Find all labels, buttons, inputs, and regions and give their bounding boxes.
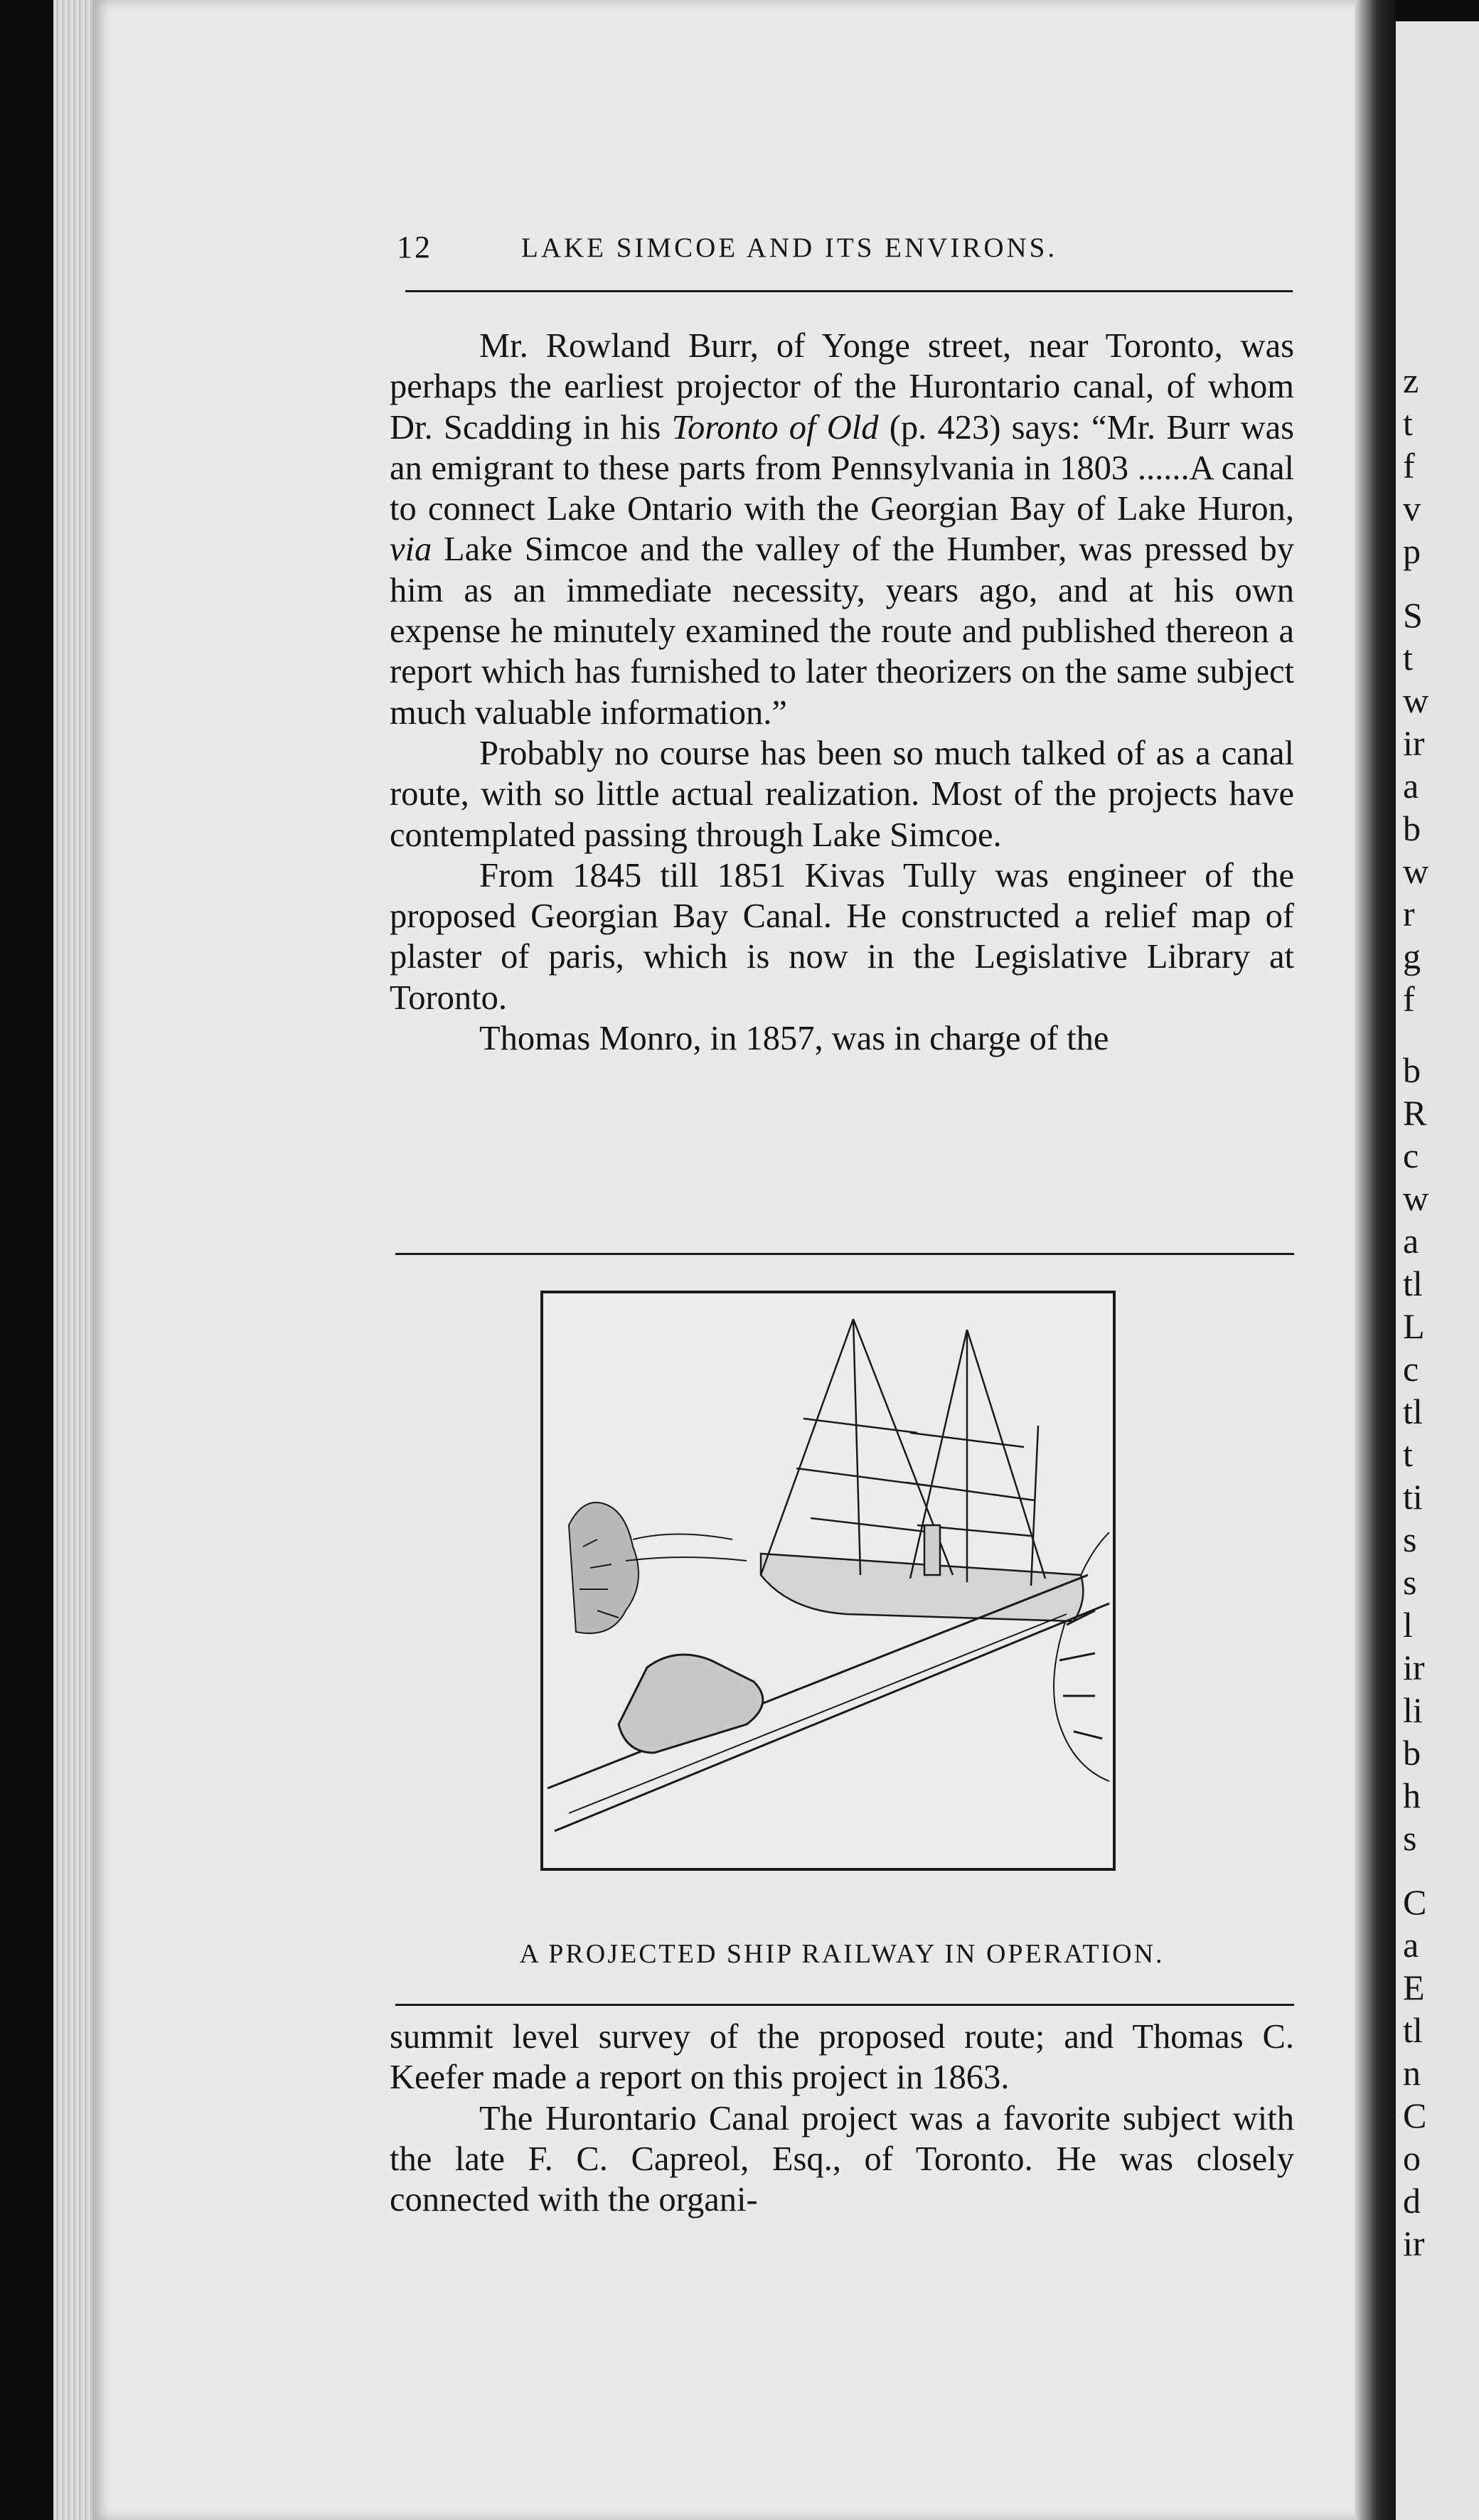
- facing-page-fragment: o: [1403, 2138, 1421, 2178]
- facing-page-fragment: c: [1403, 1349, 1419, 1389]
- facing-page-fragment: g: [1403, 936, 1421, 976]
- facing-page-fragment: f: [1403, 979, 1415, 1019]
- facing-page-fragment: C: [1403, 2095, 1427, 2135]
- facing-page-fragment: tl: [1403, 2010, 1423, 2050]
- paragraph: Mr. Rowland Burr, of Yonge street, near Toronto, was perhaps the earliest projector of the Hurontario canal, of whom Dr. Scadding in his Toronto of Old (p. 423) says: “Mr. Burr was an emigrant to these parts from Pennsylvania in 1803 ......A canal to connect Lake Ontario with the Georgian Bay of Lake Huron, via Lake Simcoe and the valley of the Humber, was pressed by him as an immediate necessity, years ago, and at his own expense he minutely examined the route and published thereon a report which has furnished to later theorizers on the same subject much valuable information.”: [390, 327, 1295, 732]
- paragraph: The Hurontario Canal project was a favorite subject with the late F. C. Capreol, Esq., of Toronto. He was closely connected with the organi-: [390, 2099, 1294, 2219]
- paragraph: Thomas Monro, in 1857, was in charge of the: [479, 1020, 1109, 1058]
- facing-page-fragment: f: [1403, 446, 1415, 486]
- facing-page-fragment: E: [1403, 1968, 1425, 2007]
- page-number: 12: [397, 230, 432, 265]
- figure-top-rule: [395, 1253, 1294, 1255]
- paragraph: From 1845 till 1851 Kivas Tully was engineer of the proposed Georgian Bay Canal. He constructed a relief map of plaster of paris, which is now in the Legislative Library at Toronto.: [390, 856, 1294, 1017]
- facing-page-fragment: b: [1403, 808, 1421, 848]
- facing-page-fragment: t: [1403, 1434, 1413, 1474]
- facing-page-fragment: w: [1403, 851, 1429, 891]
- facing-page-fragment: r: [1403, 894, 1415, 934]
- facing-page-fragment: b: [1403, 1733, 1421, 1773]
- facing-page-fragment: S: [1403, 595, 1423, 635]
- facing-page-fragment: ir: [1403, 2223, 1425, 2263]
- ship-railway-illustration: [540, 1291, 1123, 1874]
- header-rule: [405, 290, 1293, 292]
- italic-title: Toronto of Old: [671, 408, 879, 447]
- facing-page-fragment: w: [1403, 680, 1429, 720]
- body-text-top: [390, 326, 1294, 1059]
- paragraph: summit level survey of the proposed route; and Thomas C. Keefer made a report on this project in 1863.: [390, 2018, 1294, 2097]
- facing-page-fragment: c: [1403, 1136, 1419, 1175]
- facing-page-fragment: s: [1403, 1818, 1417, 1858]
- book-gutter: [1355, 0, 1396, 2520]
- page-header: [397, 229, 1294, 272]
- facing-page-fragment: ir: [1403, 1648, 1425, 1687]
- facing-page-fragment: p: [1403, 531, 1421, 571]
- facing-page-fragment: z: [1403, 361, 1419, 400]
- facing-page: [1396, 21, 1479, 2520]
- body-text-bottom: [390, 2017, 1294, 2220]
- facing-page-fragment: v: [1403, 488, 1421, 528]
- italic-word: via: [390, 530, 432, 569]
- facing-page-fragment: s: [1403, 1520, 1417, 1559]
- paragraph: Probably no course has been so much talked of as a canal route, with so little actual realization. Most of the projects have contemplated passing through Lake Simcoe.: [390, 734, 1294, 854]
- facing-page-fragment: a: [1403, 1221, 1419, 1261]
- facing-page-fragment: li: [1403, 1690, 1423, 1730]
- figure-caption: A PROJECTED SHIP RAILWAY IN OPERATION.: [519, 1939, 1165, 1969]
- facing-page-fragment: l: [1403, 1605, 1413, 1645]
- facing-page-fragment: R: [1403, 1093, 1427, 1133]
- facing-page-fragment: tl: [1403, 1392, 1423, 1431]
- facing-page-fragment: t: [1403, 403, 1413, 443]
- facing-page-fragment: a: [1403, 1925, 1419, 1965]
- facing-page-fragment: ir: [1403, 723, 1425, 763]
- facing-page-fragment: ti: [1403, 1477, 1423, 1517]
- facing-page-fragment: n: [1403, 2053, 1421, 2093]
- running-title: LAKE SIMCOE AND ITS ENVIRONS.: [521, 233, 1058, 263]
- facing-page-fragment: a: [1403, 766, 1419, 806]
- facing-page-fragment: L: [1403, 1306, 1425, 1346]
- facing-page-fragment: b: [1403, 1050, 1421, 1090]
- facing-page-fragment: t: [1403, 638, 1413, 678]
- facing-page-fragment: tl: [1403, 1264, 1423, 1303]
- facing-page-fragment: h: [1403, 1776, 1421, 1815]
- facing-page-fragment: C: [1403, 1882, 1427, 1922]
- figure-bottom-rule: [395, 2004, 1294, 2006]
- facing-page-fragment: d: [1403, 2181, 1421, 2221]
- facing-page-fragment: s: [1403, 1562, 1417, 1602]
- facing-page-fragment: w: [1403, 1178, 1429, 1218]
